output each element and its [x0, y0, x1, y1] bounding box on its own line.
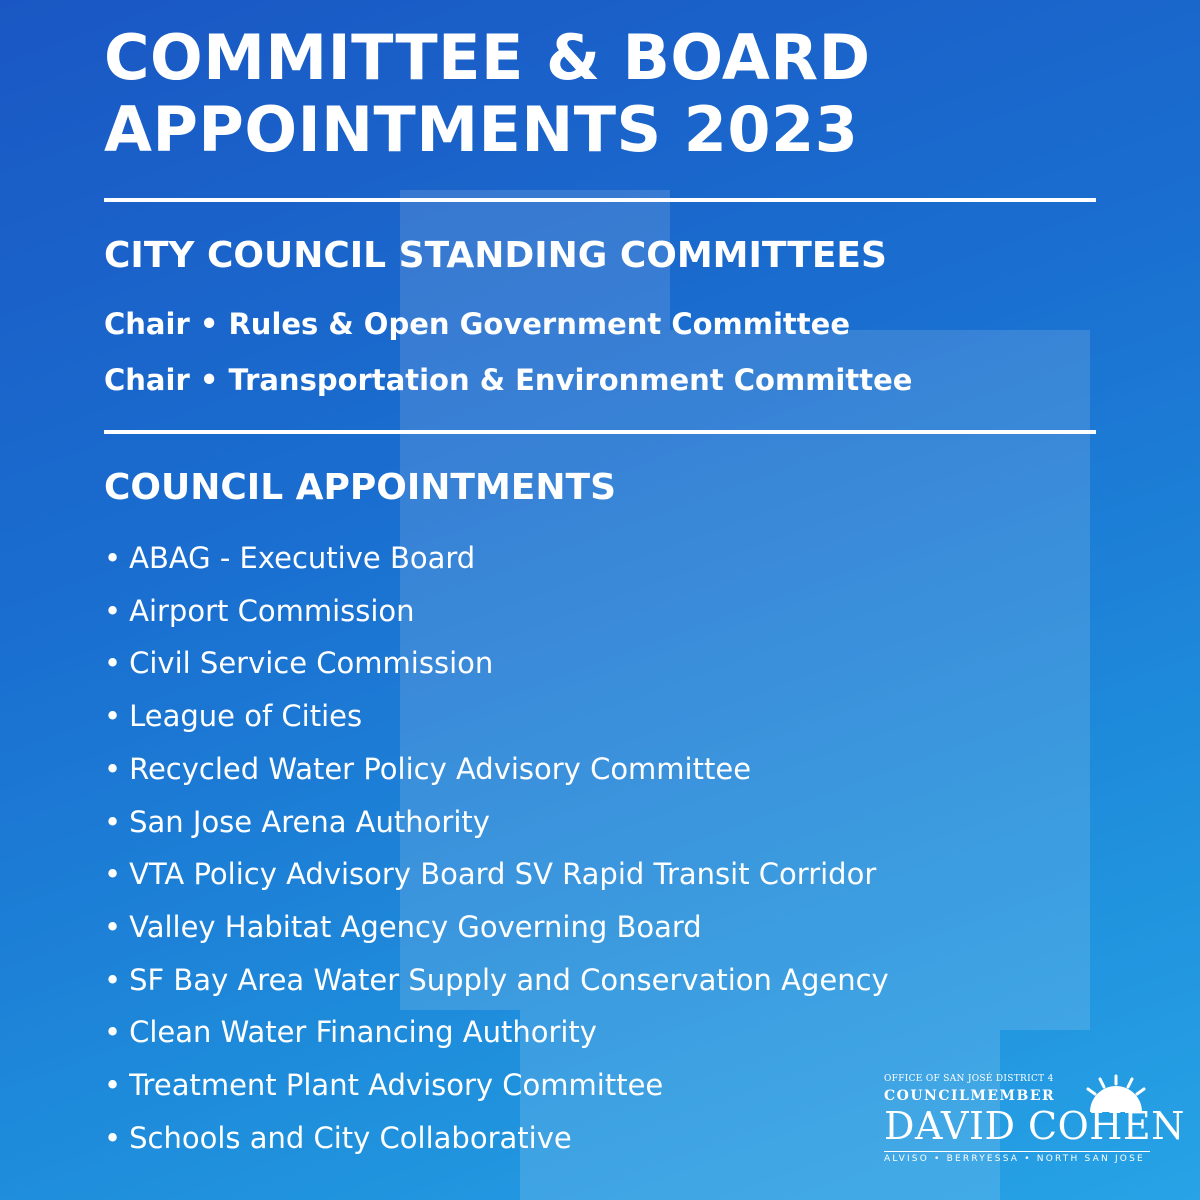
- bullet-icon: •: [104, 909, 122, 944]
- list-item-label: League of Cities: [129, 699, 363, 734]
- bullet-icon: •: [104, 646, 122, 681]
- councilmember-logo: [884, 1074, 1185, 1166]
- list-item: [104, 585, 1096, 638]
- bullet-icon: •: [104, 1015, 122, 1050]
- list-item: [104, 848, 1096, 901]
- list-item-label: ABAG - Executive Board: [129, 541, 476, 575]
- title-line-2: APPOINTMENTS 2023: [104, 93, 859, 166]
- list-item-label: Valley Habitat Agency Governing Board: [129, 909, 702, 944]
- bullet-icon: •: [104, 1120, 122, 1155]
- list-item: [104, 796, 1096, 849]
- list-item-label: Recycled Water Policy Advisory Committee: [129, 751, 752, 786]
- list-item-label: Civil Service Commission: [129, 646, 494, 681]
- page-title: [104, 22, 1096, 166]
- list-item: [104, 1006, 1096, 1059]
- logo-divider: [884, 1151, 1150, 1152]
- bullet-icon: •: [104, 541, 122, 575]
- list-item-label: Treatment Plant Advisory Committee: [129, 1068, 664, 1103]
- list-item: [104, 954, 1096, 1007]
- list-item: [104, 690, 1096, 743]
- standing-committees-heading: CITY COUNCIL STANDING COMMITTEES: [104, 235, 887, 276]
- list-item: [104, 532, 1096, 585]
- list-item: Chair • Rules & Open Government Committee: [104, 307, 850, 341]
- list-item: [104, 901, 1096, 954]
- bullet-icon: •: [104, 1068, 122, 1103]
- council-appointments-heading: COUNCIL APPOINTMENTS: [104, 467, 617, 508]
- list-item-label: Schools and City Collaborative: [129, 1120, 572, 1155]
- bullet-icon: •: [104, 593, 122, 628]
- bullet-icon: •: [104, 804, 122, 839]
- list-item-label: Clean Water Financing Authority: [129, 1015, 597, 1050]
- list-item-label: Airport Commission: [129, 593, 415, 628]
- bullet-icon: •: [104, 857, 122, 892]
- title-line-1: COMMITTEE & BOARD: [104, 21, 871, 94]
- logo-tagline: ALVISO • BERRYESSA • NORTH SAN JOSE: [884, 1154, 1145, 1164]
- divider: [104, 198, 1096, 202]
- main-content: [104, 22, 1096, 1164]
- list-item-label: San Jose Arena Authority: [129, 804, 490, 839]
- divider: [104, 430, 1096, 434]
- list-item-label: SF Bay Area Water Supply and Conservation Agency: [129, 962, 889, 997]
- logo-role-text: COUNCILMEMBER: [884, 1088, 1056, 1104]
- bullet-icon: •: [104, 699, 122, 734]
- bullet-icon: •: [104, 751, 122, 786]
- standing-committees-list: [104, 296, 1096, 408]
- logo-office-text: OFFICE OF SAN JOSÉ DISTRICT 4: [884, 1074, 1054, 1084]
- list-item: Chair • Transportation & Environment Committee: [104, 363, 913, 397]
- list-item-label: VTA Policy Advisory Board SV Rapid Transit Corridor: [129, 857, 877, 892]
- council-appointments-list: [104, 532, 1096, 1164]
- list-item: [104, 637, 1096, 690]
- list-item: [104, 743, 1096, 796]
- logo-name-text: DAVID COHEN: [884, 1104, 1185, 1148]
- bullet-icon: •: [104, 962, 122, 997]
